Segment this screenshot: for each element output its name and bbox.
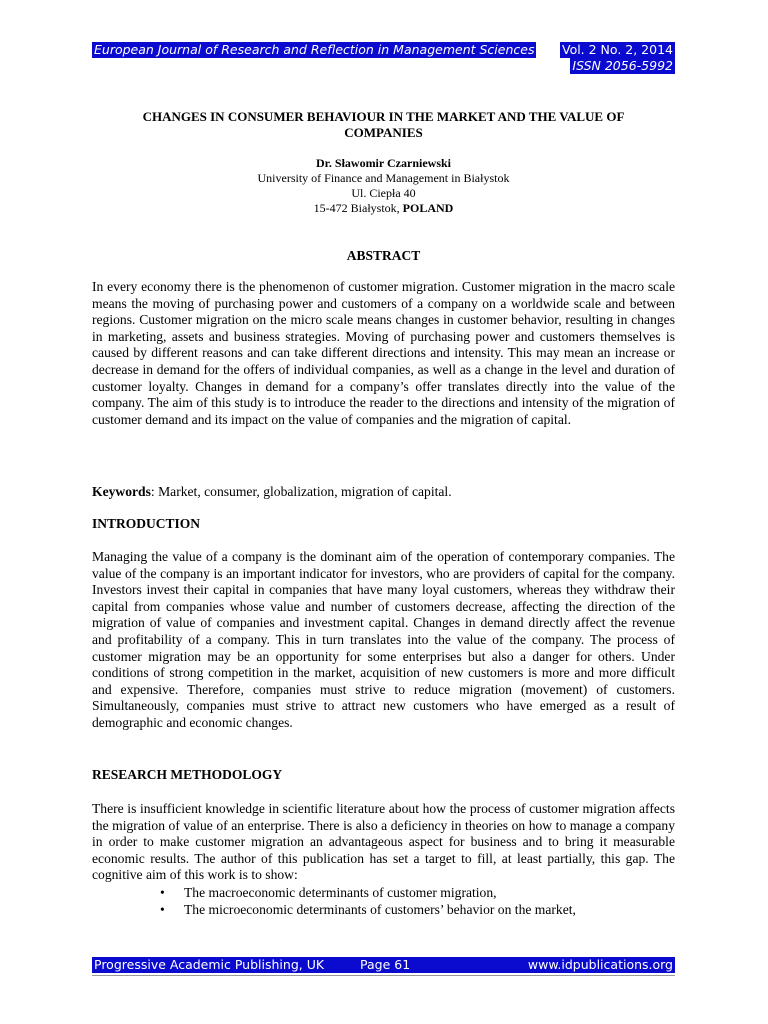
list-item: • The macroeconomic determinants of customer migration, <box>160 885 680 902</box>
page-number: Page 61 <box>360 957 411 972</box>
website-link[interactable]: www.idpublications.org <box>527 957 673 972</box>
footer-divider <box>92 975 675 976</box>
keywords-label: Keywords <box>92 484 151 499</box>
introduction-heading: INTRODUCTION <box>92 516 201 531</box>
page-footer <box>92 957 675 973</box>
publisher: Progressive Academic Publishing, UK <box>94 957 325 972</box>
author-street: Ul. Ciepła 40 <box>351 186 416 200</box>
abstract-heading: ABSTRACT <box>346 248 421 263</box>
author-block <box>92 156 675 216</box>
list-item: • The microeconomic determinants of customers’ behavior on the market, <box>160 902 680 919</box>
journal-header <box>92 42 675 74</box>
methodology-heading: RESEARCH METHODOLOGY <box>92 767 283 782</box>
author-city-line <box>92 201 675 216</box>
volume-info: Vol. 2 No. 2, 2014 <box>561 42 673 57</box>
title-line-2: COMPANIES <box>344 125 423 140</box>
journal-name: European Journal of Research and Reflection in Management Sciences <box>94 42 535 57</box>
keywords <box>92 484 675 501</box>
author-affiliation: University of Finance and Management in Białystok <box>257 171 510 185</box>
introduction-text: Managing the value of a company is the dominant aim of the operation of contemporary companies. The value of the company is an important indicator for investors, who are providers of capital for the company. Investors invest their capital in companies that have many loyal customers, whereas they withdraw their capital from companies whose value and number of customers decrease, affecting the direction of the migration of value of companies and investment capital. Changes in demand directly affect the revenue and profitability of a company. This in turn translates into the value of the company. The process of customer migration may be an opportunity for some enterprises but also a danger for others. Under conditions of strong competition in the market, acquisition of new customers is more and more difficult and expensive. Therefore, companies must strive to reduce migration (movement) of customers. Simultaneously, companies must strive to attract new customers who have emerged as a result of demographic and economic changes. <box>92 549 675 730</box>
paper-title <box>92 109 675 141</box>
author-name: Dr. Sławomir Czarniewski <box>316 156 451 170</box>
keywords-text: : Market, consumer, globalization, migration of capital. <box>150 484 452 499</box>
aims-list <box>160 885 680 918</box>
title-line-1: CHANGES IN CONSUMER BEHAVIOUR IN THE MARKET AND THE VALUE OF <box>142 109 625 124</box>
author-country: POLAND <box>402 201 454 215</box>
author-city: 15-472 Białystok, <box>313 201 403 215</box>
abstract-text: In every economy there is the phenomenon of customer migration. Customer migration in the macro scale means the moving of purchasing power and customers of a company on a worldwide scale and between regions. Customer migration on the micro scale means changes in customer behavior, resulting in changes in marketing, assets and business strategies. Moving of purchasing power and customers themselves is caused by different reasons and can take different directions and intensity. This may mean an increase or decrease in demand for the offers of individual companies, as well as a change in the level and duration of customer loyalty. Changes in demand for a company’s offer translates directly into the value of the company. The aim of this study is to introduce the reader to the directions and intensity of the migration of customer demand and its impact on the value of companies and the migration of capital. <box>92 279 675 427</box>
methodology-text: There is insufficient knowledge in scientific literature about how the process of customer migration affects the migration of value of an enterprise. There is also a deficiency in theories on how to manage a company in order to make customer migration an advantageous aspect for business and to bring it measurable economic results. The author of this publication has set a target to fill, at least partially, this gap. The cognitive aim of this work is to show: <box>92 801 675 883</box>
issn: ISSN 2056-5992 <box>572 58 673 73</box>
